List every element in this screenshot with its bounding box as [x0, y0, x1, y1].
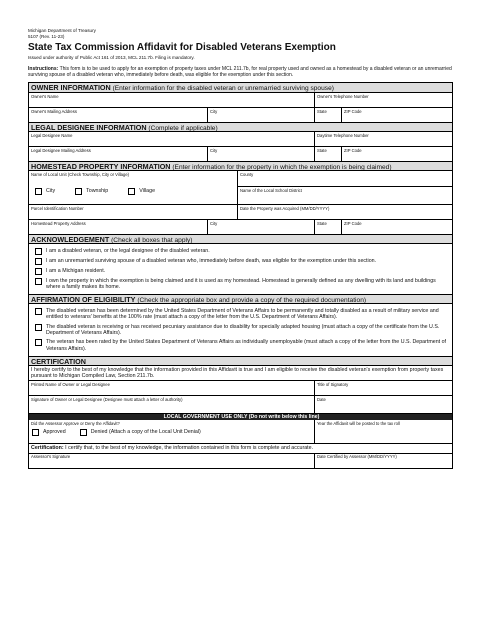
- ack-checkbox-3[interactable]: [35, 268, 42, 275]
- acknowledgement-note: (Check all boxes that apply): [111, 237, 193, 244]
- designee-phone-field[interactable]: [314, 132, 452, 146]
- assessor-certification: [29, 443, 452, 452]
- eligibility-checkbox-3[interactable]: [35, 339, 42, 346]
- acknowledgement-heading: ACKNOWLEDGEMENT: [31, 235, 110, 244]
- ack-text-2: I am an unremarried surviving spouse of a disabled veteran who, immediately before death, was eligible for the exemption under this section.: [46, 257, 377, 264]
- designee-city-label: City: [210, 147, 218, 153]
- certification-section-header: [29, 356, 452, 365]
- homestead-city-label: City: [210, 220, 218, 226]
- assessor-date-label: Date Certified by Assessor (MM/DD/YYYY): [317, 454, 397, 460]
- assessor-signature-label: Assessor's Signature: [31, 454, 71, 460]
- denied-option[interactable]: [80, 429, 201, 436]
- signature-date-field[interactable]: [314, 396, 452, 413]
- designee-zip-field[interactable]: [341, 147, 452, 161]
- homestead-section-header: [29, 161, 452, 170]
- ack-item-surviving-spouse: [29, 256, 452, 266]
- eligibility-checkbox-2[interactable]: [35, 324, 42, 331]
- school-district-field[interactable]: [238, 187, 452, 193]
- certification-text: I hereby certify to the best of my knowledge that the information provided in this Affidavit is true and I am eligible to receive the disabled veteran's exemption from property taxes pursuant to Michigan Compiled Law, Section 211.7b.: [29, 365, 452, 381]
- owner-address-label: Owner's Mailing Address: [31, 108, 77, 114]
- owner-note: (Enter information for the disabled veteran or unremarried surviving spouse): [112, 85, 334, 93]
- tax-roll-year-label: Year the Affidavit will be posted to the tax roll: [317, 420, 400, 426]
- instructions-label: Instructions:: [28, 66, 59, 72]
- owner-address-field[interactable]: [29, 108, 207, 122]
- parcel-id-field[interactable]: [29, 205, 237, 219]
- assessor-date-field[interactable]: [314, 454, 452, 468]
- city-option-label: City: [46, 187, 56, 194]
- department-name: Michigan Department of Treasury: [28, 28, 96, 33]
- homestead-address-label: Homestead Property Address: [31, 220, 86, 226]
- ack-text-4: I own the property in which the exemption is being claimed and it is used as my homestead. Homestead is generally defined as any dwelling with its land and buildings where a family makes its home.: [46, 277, 436, 291]
- owner-section-header: [29, 83, 452, 92]
- owner-phone-label: Owner's Telephone Number: [317, 93, 369, 99]
- tax-roll-year-field[interactable]: [314, 420, 452, 443]
- authority-line: Issued under authority of Public Act 161 of 2013, MCL 211.7b. Filing is mandatory.: [28, 55, 195, 60]
- acknowledgement-list: [29, 243, 452, 294]
- form-body: [28, 82, 453, 468]
- form-title: State Tax Commission Affidavit for Disabled Veterans Exemption: [28, 42, 336, 53]
- printed-name-label: Printed Name of Owner or Legal Designee: [31, 381, 110, 387]
- assessor-decision-question: Did the Assessor Approve or Deny the Affidavit?: [31, 420, 120, 426]
- ack-item-michigan-resident: [29, 266, 452, 276]
- ack-checkbox-2[interactable]: [35, 258, 42, 265]
- instructions: [28, 66, 453, 78]
- village-option-label: Village: [139, 187, 156, 194]
- village-checkbox[interactable]: [128, 188, 135, 195]
- homestead-state-field[interactable]: [314, 220, 341, 234]
- county-field[interactable]: [238, 171, 452, 187]
- designee-name-field[interactable]: [29, 132, 314, 146]
- ack-item-disabled-veteran: [29, 246, 452, 256]
- ack-text-3: I am a Michigan resident.: [46, 267, 106, 274]
- owner-city-label: City: [210, 108, 218, 114]
- eligibility-list: [29, 303, 452, 355]
- assessor-certification-text: I certify that, to the best of my knowledge, the information contained in this form is complete and accurate.: [65, 445, 314, 452]
- local-government-header: LOCAL GOVERNMENT USE ONLY (Do not write below this line): [29, 413, 452, 420]
- form-number: 5107 (Rev. 11-23): [28, 34, 65, 39]
- local-unit-option-city[interactable]: [35, 188, 55, 195]
- local-unit-option-township[interactable]: [75, 188, 108, 195]
- owner-zip-label: ZIP Code: [344, 108, 362, 114]
- eligibility-item-total-disability: [29, 306, 452, 322]
- printed-name-field[interactable]: [29, 381, 314, 395]
- owner-signature-label: Signature of Owner or Legal Designee (Designee must attach a letter of authority): [31, 396, 183, 402]
- designee-state-label: State: [317, 147, 327, 153]
- owner-phone-field[interactable]: [314, 93, 452, 107]
- homestead-zip-field[interactable]: [341, 220, 452, 234]
- designee-address-field[interactable]: [29, 147, 207, 161]
- ack-checkbox-1[interactable]: [35, 248, 42, 255]
- city-checkbox[interactable]: [35, 188, 42, 195]
- denied-label: Denied (Attach a copy of the Local Unit Denial): [90, 428, 201, 435]
- homestead-zip-label: ZIP Code: [344, 220, 362, 226]
- denied-checkbox[interactable]: [80, 429, 87, 436]
- approved-label: Approved: [43, 428, 66, 435]
- acquired-date-label: Date the Property was Acquired (MM/DD/YYYY): [240, 205, 330, 211]
- homestead-city-field[interactable]: [207, 220, 314, 234]
- ack-text-1: I am a disabled veteran, or the legal designee of the disabled veteran.: [46, 247, 210, 254]
- owner-name-field[interactable]: [29, 93, 314, 107]
- eligibility-heading: AFFIRMATION OF ELIGIBILITY: [31, 295, 136, 304]
- homestead-heading: HOMESTEAD PROPERTY INFORMATION: [31, 162, 171, 171]
- local-unit-field: [29, 171, 237, 204]
- acquired-date-field[interactable]: [237, 205, 452, 219]
- school-district-label: Name of the Local School District: [240, 187, 302, 193]
- certification-heading: CERTIFICATION: [31, 356, 86, 365]
- eligibility-item-unemployable: [29, 338, 452, 354]
- acknowledgement-section-header: [29, 234, 452, 243]
- owner-state-field[interactable]: [314, 108, 341, 122]
- township-checkbox[interactable]: [75, 188, 82, 195]
- assessor-certification-label: Certification:: [31, 445, 64, 452]
- eligibility-text-2: The disabled veteran is receiving or has received pecuniary assistance due to disability for specially adapted housing (must attach a copy of the certificate from the U.S. Department of Veterans Affairs).: [46, 323, 440, 336]
- ack-checkbox-4[interactable]: [35, 278, 42, 285]
- owner-heading: OWNER INFORMATION: [31, 83, 111, 93]
- eligibility-checkbox-1[interactable]: [35, 308, 42, 315]
- designee-heading: LEGAL DESIGNEE INFORMATION: [31, 123, 147, 132]
- owner-name-label: Owner's Name: [31, 93, 59, 99]
- designee-section-header: [29, 122, 452, 131]
- township-option-label: Township: [86, 187, 109, 194]
- owner-zip-field[interactable]: [341, 108, 452, 122]
- signatory-title-label: Title of Signatory: [317, 381, 349, 387]
- county-school-group: [237, 171, 452, 204]
- owner-city-field[interactable]: [207, 108, 314, 122]
- designee-note: (Complete if applicable): [148, 125, 218, 132]
- ack-item-homestead: [29, 276, 452, 292]
- homestead-state-label: State: [317, 220, 327, 226]
- eligibility-item-adapted-housing: [29, 322, 452, 338]
- approved-checkbox[interactable]: [32, 429, 39, 436]
- signature-date-label: Date: [317, 396, 326, 402]
- eligibility-text-3: The veteran has been rated by the United States Department of Veterans Affairs as individually unemployable (must attach a copy of the letter from the U.S. Department of Veterans Affairs).: [46, 339, 447, 352]
- approved-option[interactable]: [32, 429, 66, 436]
- owner-state-label: State: [317, 108, 327, 114]
- eligibility-note: (Check the appropriate box and provide a copy of the required documentation): [137, 297, 367, 304]
- instructions-text: This form is to be used to apply for an exemption of property taxes under MCL 211.7b, for real property used and owned as a homestead by a disabled veteran or an unremarried surviving spouse of a disabled veteran who, immediately before death, was eligible for the exemption under this section.: [28, 66, 452, 79]
- county-label: County: [240, 171, 254, 177]
- local-unit-option-village[interactable]: [128, 188, 155, 195]
- homestead-address-field[interactable]: [29, 220, 207, 234]
- assessor-decision-field: [29, 420, 314, 443]
- affidavit-form-page: [28, 28, 453, 469]
- assessor-signature-field[interactable]: [29, 454, 314, 468]
- local-unit-label: Name of Local Unit (Check Township, City or Village): [31, 171, 130, 177]
- homestead-note: (Enter information for the property in which the exemption is being claimed): [172, 164, 392, 171]
- owner-signature-field[interactable]: [29, 396, 314, 413]
- designee-name-label: Legal Designee Name: [31, 132, 73, 138]
- designee-zip-label: ZIP Code: [344, 147, 362, 153]
- designee-address-label: Legal Designee Mailing Address: [31, 147, 91, 153]
- designee-phone-label: Daytime Telephone Number: [317, 132, 369, 138]
- eligibility-text-1: The disabled veteran has been determined by the United States Department of Veterans Affairs to be permanently and totally disabled as a result of military service and entitled to veterans' benefits at the 100% rate (must attach a copy of the letter from the U.S. Department of Veterans Affairs).: [46, 307, 439, 321]
- designee-state-field[interactable]: [314, 147, 341, 161]
- signatory-title-field[interactable]: [314, 381, 452, 395]
- parcel-id-label: Parcel Identification Number: [31, 205, 84, 211]
- designee-city-field[interactable]: [207, 147, 314, 161]
- eligibility-section-header: [29, 294, 452, 303]
